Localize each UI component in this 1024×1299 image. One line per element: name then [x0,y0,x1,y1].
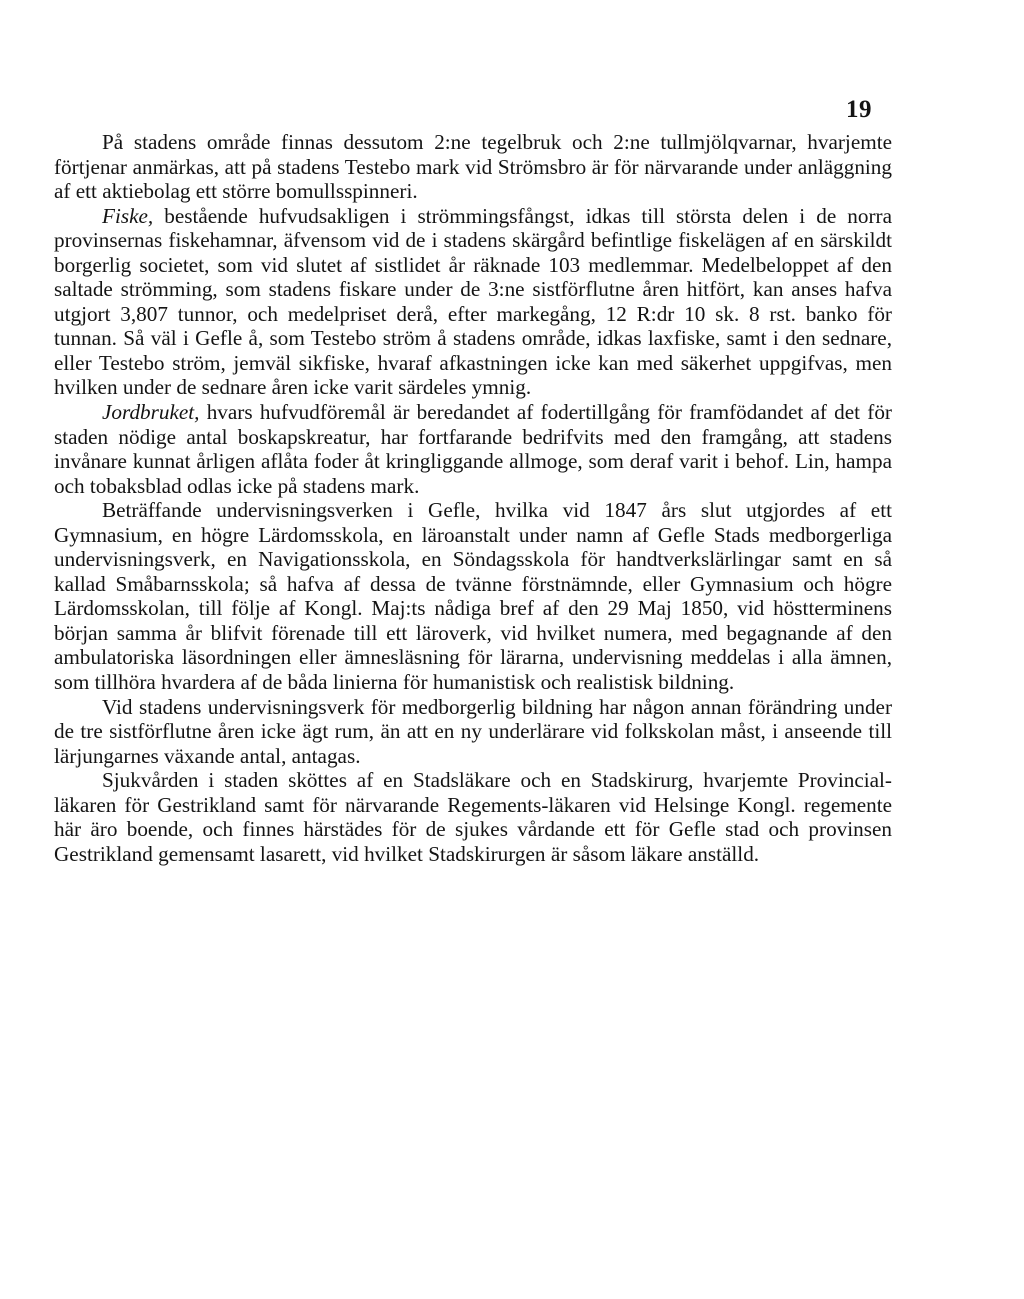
paragraph-text: Vid stadens undervisningsverk för medborgerlig bildning har någon annan förändring under de tre sistförflutne åren icke ägt rum, än att en ny underlärare vid folkskolan måst, i anseende till lärjungarnes växande antal, antagas. [54,694,892,768]
paragraph-lead: Fiske, [102,203,154,228]
paragraph-education [54,498,892,694]
paragraph-text: Sjukvården i staden sköttes af en Stadsläkare och en Stadskirurg, hvarjemte Provincial-läkaren för Gestrikland samt för närvarande Regements-läkaren vid Helsinge Kongl. regemente här äro boende, och finnes härstädes för de sjukes vårdande ett för Gefle stad och provinsen Gestrikland gemensamt lasarett, vid hvilket Stadskirurgen är såsom läkare anställd. [54,768,892,866]
paragraph-fishing [54,204,892,400]
page-number: 19 [846,96,872,123]
paragraph-industry [54,130,892,204]
paragraph-text: bestående hufvudsakligen i strömmingsfångst, idkas till största delen i de norra provinsernas fiskehamnar, äfvensom vid de i stadens skärgård befintlige fiskelägen af en särskildt borgerlig societet, som vid slutet af sistlidet år räknade 103 medlemmar. Medelbeloppet af den saltade strömming, som stadens fiskare under de 3:ne sistförflutne åren hitfört, kan anses hafva utgjort 3,807 tunnor, och medelpriset derå, efter markegång, 12 R:dr 10 sk. 8 rst. banko för tunnan. Så väl i Gefle å, som Testebo ström å stadens område, idkas laxfiske, samt i den sednare, eller Testebo ström, jemväl sikfiske, hvaraf afkastningen icke kan med säkerhet uppgifvas, men hvilken under de sednare åren icke varit särdeles ymnig. [54,203,892,400]
body-text [54,130,892,866]
paragraph-text: Beträffande undervisningsverken i Gefle, hvilka vid 1847 års slut utgjordes af ett Gymnasium, en högre Lärdomsskola, en läroanstalt under namn af Gefle Stads medborgerliga undervisningsverk, en Navigationsskola, en Söndagsskola för handtverkslärlingar samt en så kallad Småbarnsskola; så hafva af dessa de tvänne förstnämnde, eller Gymnasium och högre Lärdomsskolan, till följe af Kongl. Maj:ts nådiga bref af den 29 Maj 1850, vid höstterminens början samma år blifvit förenade till ett läroverk, vid hvilket numera, med begagnande af den ambulatoriska läsordningen eller ämnesläsning för lärarna, undervisning meddelas i alla ämnen, som tillhöra hvardera af de båda linierna för humanistisk och realistisk bildning. [54,498,892,695]
paragraph-text: På stadens område finnas dessutom 2:ne tegelbruk och 2:ne tullmjölqvarnar, hvarjemte förtjenar anmärkas, att på stadens Testebo mark vid Strömsbro är för närvarande under anläggning af ett aktiebolag ett större bomullsspinneri. [54,130,892,204]
paragraph-healthcare [54,768,892,866]
paragraph-lead: Jordbruket, [102,400,200,425]
paragraph-agriculture [54,400,892,498]
paragraph-civic-education [54,695,892,769]
paragraph-text: hvars hufvudföremål är beredandet af fodertillgång för framfödandet af det för staden nödige antal boskapskreatur, har fortfarande bedrifvits med den framgång, att stadens invånare kunnat årligen aflåta foder åt kringliggande allmoge, som deraf varit i behof. Lin, hampa och tobaksblad odlas icke på stadens mark. [54,400,892,498]
